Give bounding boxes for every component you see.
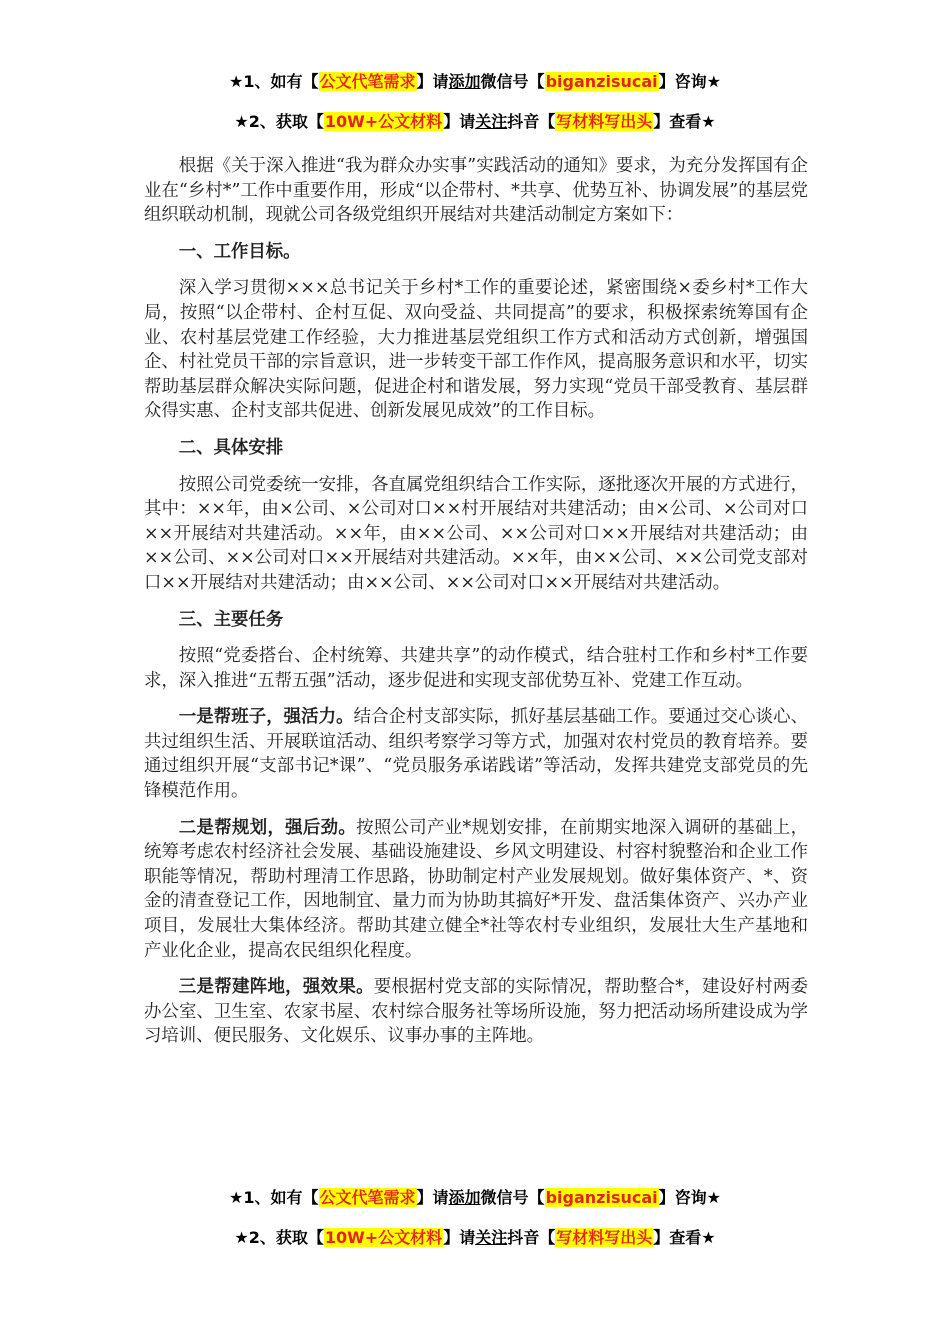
banner-text: 】请: [416, 1188, 449, 1207]
section-heading-goals: 一、工作目标。: [178, 241, 301, 262]
section-heading-arrangement: 二、具体安排: [178, 437, 284, 458]
banner-text: 】请: [416, 72, 449, 91]
banner-text: 微信号【: [480, 72, 545, 91]
promo-banner-top-1: [0, 70, 950, 94]
banner-text: 】查看★: [653, 1228, 716, 1247]
task-item: [144, 816, 808, 964]
task-item-text: 按照公司产业*规划安排，在前期实地深入调研的基础上，统筹考虑农村经济社会发展、基础设施建设、乡风文明建设、村容村貌整治和企业工作职能等情况，帮助村理清工作思路，协助制定村产业发展规划。做好集体资产、*、资金的清查登记工作，因地制宜、量力而为协助其搞好*开发、盘活集体资产、兴办产业项目，发展壮大集体经济。帮助其建立健全*社等农村专业组织，发展壮大生产基地和产业化企业，提高农民组织化程度。: [144, 817, 808, 961]
promo-banner-bottom-2: [0, 1226, 950, 1250]
banner-text: 抖音【: [507, 1228, 556, 1247]
section-body-goals: 深入学习贯彻×××总书记关于乡村*工作的重要论述，紧密围绕×委乡村*工作大局，按照“以企带村、企村互促、双向受益、共同提高”的要求，积极探索统筹国有企业、农村基层党建工作经验，大力推进基层党组织工作方式和活动方式创新，增强国企、村社党员干部的宗旨意识，进一步转变干部工作作风，提高服务意识和水平，切实帮助基层群众解决实际问题，促进企村和谐发展，努力实现“党员干部受教育、基层群众得实惠、企村支部共促进、创新发展见成效”的工作目标。: [144, 278, 808, 422]
banner-text: 】请: [443, 1228, 476, 1247]
task-item-lead: 一是帮班子，强活力。: [178, 707, 354, 728]
section-heading-tasks: 三、主要任务: [178, 609, 284, 630]
underlined-text: 关注: [475, 1228, 508, 1247]
section-body-arrangement: 按照公司党委统一安排，各直属党组织结合工作实际，逐批逐次开展的方式进行，其中：××年，由×公司、×公司对口××村开展结对共建活动；由×公司、×公司对口××开展结对共建活动。××年，由××公司、××公司对口××开展结对共建活动；由××公司、××公司对口××开展结对共建活动。××年，由××公司、××公司党支部对口××开展结对共建活动；由××公司、××公司对口××开展结对共建活动。: [144, 474, 808, 593]
task-item: [144, 705, 808, 803]
banner-text: ★2、获取【: [234, 1228, 324, 1247]
task-item-text: 要根据村党支部的实际情况，帮助整合*，建设好村两委办公室、卫生室、农家书屋、农村综合服务社等场所设施，努力把活动场所建设成为学习培训、便民服务、文化娱乐、议事办事的主阵地。: [144, 977, 808, 1047]
intro-paragraph: 根据《关于深入推进“我为群众办实事”实践活动的通知》要求，为充分发挥国有企业在“乡村*”工作中重要作用，形成“以企带村、*共享、优势互补、协调发展”的基层党组织联动机制，现就公司各级党组织开展结对共建活动制定方案如下：: [144, 156, 808, 226]
highlight-text: 10W+公文材料: [324, 112, 443, 131]
douyin-id: 写材料写出头: [556, 1228, 653, 1247]
promo-banner-top-2: [0, 110, 950, 134]
underlined-text: 添加: [448, 1188, 481, 1207]
highlight-text: 10W+公文材料: [324, 1228, 443, 1247]
task-item-lead: 二是帮规划，强后劲。: [178, 817, 357, 838]
banner-text: 】查看★: [653, 112, 716, 131]
underlined-text: 关注: [475, 112, 508, 131]
banner-text: 微信号【: [480, 1188, 545, 1207]
banner-text: 】咨询★: [658, 72, 721, 91]
douyin-id: 写材料写出头: [556, 112, 653, 131]
banner-text: 抖音【: [507, 112, 556, 131]
underlined-text: 添加: [448, 72, 481, 91]
banner-text: ★2、获取【: [234, 112, 324, 131]
highlight-text: 公文代笔需求: [319, 72, 416, 91]
task-item: [144, 975, 808, 1049]
section-body-tasks: 按照“党委搭台、企村统筹、共建共享”的动作模式，结合驻村工作和乡村*工作要求，深入推进“五帮五强”活动，逐步促进和实现支部优势互补、党建工作互动。: [144, 646, 808, 691]
banner-text: 】咨询★: [658, 1188, 721, 1207]
highlight-text: 公文代笔需求: [319, 1188, 416, 1207]
task-item-lead: 三是帮建阵地，强效果。: [178, 977, 374, 998]
banner-text: 】请: [443, 112, 476, 131]
banner-text: ★1、如有【: [229, 72, 319, 91]
promo-banner-bottom-1: [0, 1186, 950, 1210]
banner-text: ★1、如有【: [229, 1188, 319, 1207]
wechat-id: biganzisucai: [545, 72, 658, 91]
document-body: [144, 154, 808, 1061]
task-item-text: 结合企村支部实际，抓好基层基础工作。要通过交心谈心、共过组织生活、开展联谊活动、组织考察学习等方式，加强对农村党员的教育培养。要通过组织开展“支部书记*课”、“党员服务承诺践诺”等活动，发挥共建党支部党员的先锋模范作用。: [144, 707, 808, 802]
wechat-id: biganzisucai: [545, 1188, 658, 1207]
